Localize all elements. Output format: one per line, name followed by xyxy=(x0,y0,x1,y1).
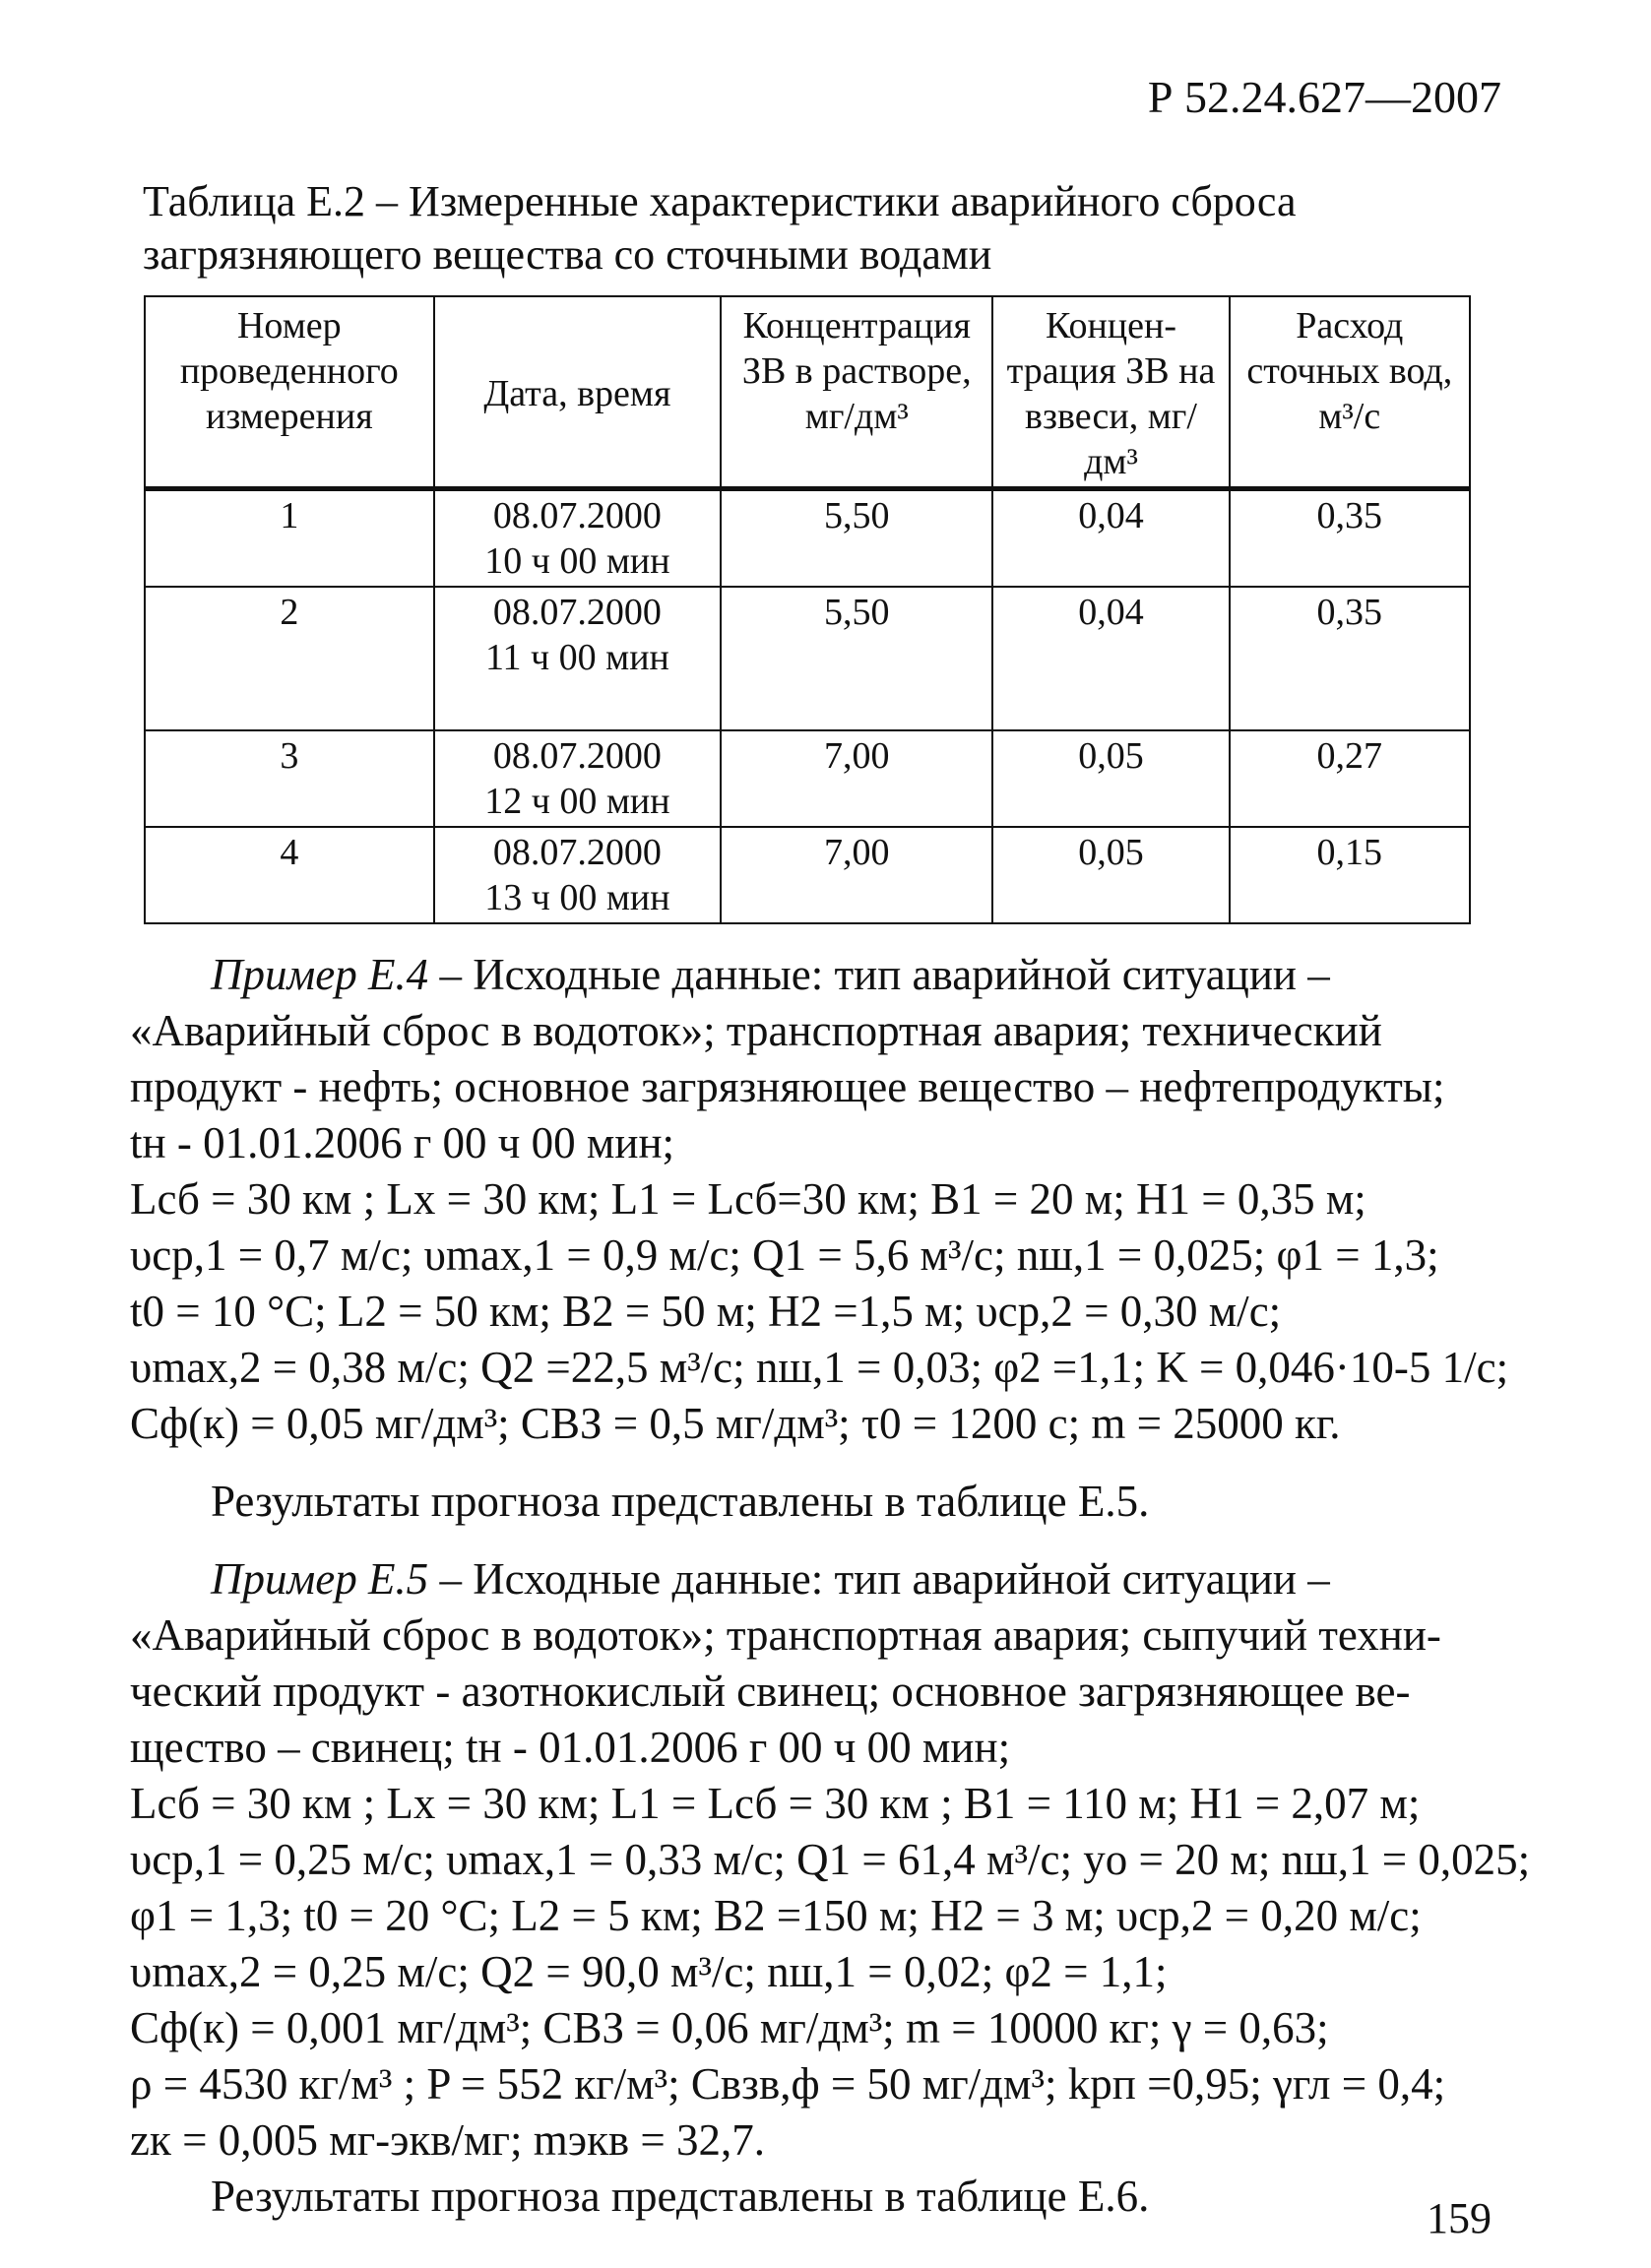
cell-num: 3 xyxy=(145,730,434,827)
text-line: υmax,2 = 0,38 м/с; Q2 =22,5 м³/с; nш,1 = 0,03; φ2 =1,1; K = 0,046·10-5 1/с; xyxy=(130,1343,1509,1392)
cell-datetime xyxy=(434,587,722,730)
text-line: Cф(к) = 0,001 мг/дм³; CВЗ = 0,06 мг/дм³; m = 10000 кг; γ = 0,63; xyxy=(130,2003,1329,2052)
standard-code: Р 52.24.627—2007 xyxy=(1147,72,1501,122)
text-line: υmax,2 = 0,25 м/с; Q2 = 90,0 м³/с; nш,1 = 0,02; φ2 = 1,1; xyxy=(130,1947,1168,1996)
cell-date: 08.07.2000 xyxy=(492,495,662,536)
cell-time: 13 ч 00 мин xyxy=(484,877,670,918)
text-line: φ1 = 1,3; t0 = 20 °С; L2 = 5 км; B2 =150 м; H2 = 3 м; υср,2 = 0,20 м/с; xyxy=(130,1891,1422,1940)
cell-conc-solution: 5,50 xyxy=(721,587,992,730)
text-line: Lсб = 30 км ; Lx = 30 км; L1 = Lсб = 30 км ; B1 = 110 м; H1 = 2,07 м; xyxy=(130,1779,1421,1828)
cell-time: 11 ч 00 мин xyxy=(484,637,669,678)
table-caption: Таблица Е.2 – Измеренные характеристики аварийного сброса загрязняющего вещества со сточными водами xyxy=(143,177,1297,279)
example4-label: Пример Е.4 xyxy=(211,950,429,999)
cell-date: 08.07.2000 xyxy=(492,735,662,777)
measurement-table xyxy=(144,295,1471,924)
cell-conc-suspension: 0,04 xyxy=(992,587,1229,730)
cell-conc-solution: 5,50 xyxy=(721,489,992,588)
cell-datetime xyxy=(434,489,722,588)
table-row xyxy=(145,587,1470,730)
cell-flow: 0,15 xyxy=(1230,827,1470,923)
text-line: «Аварийный сброс в водоток»; транспортная авария; сыпучий техни- xyxy=(130,1610,1441,1660)
column-header: Расход сточных вод, м³/с xyxy=(1230,296,1470,489)
table-header-row xyxy=(145,296,1470,489)
text-line: Lсб = 30 км ; Lx = 30 км; L1 = Lсб=30 км; B1 = 20 м; H1 = 0,35 м; xyxy=(130,1174,1366,1224)
example5-first-line xyxy=(130,1551,1548,1607)
cell-num: 2 xyxy=(145,587,434,730)
column-header: Дата, время xyxy=(434,296,722,489)
column-header: Концен-трация ЗВ на взвеси, мг/дм³ xyxy=(992,296,1229,489)
cell-datetime xyxy=(434,827,722,923)
cell-num: 1 xyxy=(145,489,434,588)
column-header: Концентрация ЗВ в растворе, мг/дм³ xyxy=(721,296,992,489)
text-line: продукт - нефть; основное загрязняющее вещество – нефтепродукты; xyxy=(130,1062,1445,1111)
text-line: υср,1 = 0,7 м/с; υmax,1 = 0,9 м/с; Q1 = 5,6 м³/с; nш,1 = 0,025; φ1 = 1,3; xyxy=(130,1230,1439,1280)
text-line: t0 = 10 °С; L2 = 50 км; B2 = 50 м; H2 =1,5 м; υср,2 = 0,30 м/с; xyxy=(130,1287,1282,1336)
text-line: ческий продукт - азотнокислый свинец; основное загрязняющее ве- xyxy=(130,1667,1411,1716)
text-line: щество – свинец; tн - 01.01.2006 г 00 ч 00 мин; xyxy=(130,1723,1011,1772)
cell-conc-solution: 7,00 xyxy=(721,827,992,923)
cell-num: 4 xyxy=(145,827,434,923)
cell-conc-solution: 7,00 xyxy=(721,730,992,827)
cell-conc-suspension: 0,05 xyxy=(992,730,1229,827)
page-number: 159 xyxy=(1427,2194,1492,2242)
text-line: – Исходные данные: тип аварийной ситуации – xyxy=(439,1554,1330,1604)
example4-result: Результаты прогноза представлены в таблице Е.5. xyxy=(211,1477,1150,1526)
cell-flow: 0,35 xyxy=(1230,587,1470,730)
table-row xyxy=(145,730,1470,827)
text-line: zк = 0,005 мг-экв/мг; mэкв = 32,7. xyxy=(130,2115,766,2165)
table-row xyxy=(145,489,1470,588)
cell-datetime xyxy=(434,730,722,827)
text-line: ρ = 4530 кг/м³ ; P = 552 кг/м³; Cвзв,ф = 50 мг/дм³; kрп =0,95; γгл = 0,4; xyxy=(130,2059,1446,2109)
column-header: Номер проведенного измерения xyxy=(145,296,434,489)
example5-label: Пример Е.5 xyxy=(211,1554,429,1604)
cell-flow: 0,35 xyxy=(1230,489,1470,588)
cell-date: 08.07.2000 xyxy=(492,592,662,633)
text-line: Cф(к) = 0,05 мг/дм³; CВЗ = 0,5 мг/дм³; τ0 = 1200 с; m = 25000 кг. xyxy=(130,1399,1341,1448)
text-line: – Исходные данные: тип аварийной ситуации – xyxy=(439,950,1330,999)
text-line: «Аварийный сброс в водоток»; транспортная авария; технический xyxy=(130,1006,1382,1055)
cell-conc-suspension: 0,04 xyxy=(992,489,1229,588)
example4-first-line xyxy=(130,947,1548,1003)
cell-flow: 0,27 xyxy=(1230,730,1470,827)
text-line: υср,1 = 0,25 м/с; υmax,1 = 0,33 м/с; Q1 = 61,4 м³/с; yo = 20 м; nш,1 = 0,025; xyxy=(130,1835,1531,1884)
table-row xyxy=(145,827,1470,923)
cell-date: 08.07.2000 xyxy=(492,832,662,873)
text-line: tн - 01.01.2006 г 00 ч 00 мин; xyxy=(130,1118,675,1167)
example5-result: Результаты прогноза представлены в таблице Е.6. xyxy=(211,2172,1150,2221)
cell-conc-suspension: 0,05 xyxy=(992,827,1229,923)
body-text xyxy=(130,947,1548,2225)
cell-time: 12 ч 00 мин xyxy=(484,781,670,822)
cell-time: 10 ч 00 мин xyxy=(484,540,670,582)
